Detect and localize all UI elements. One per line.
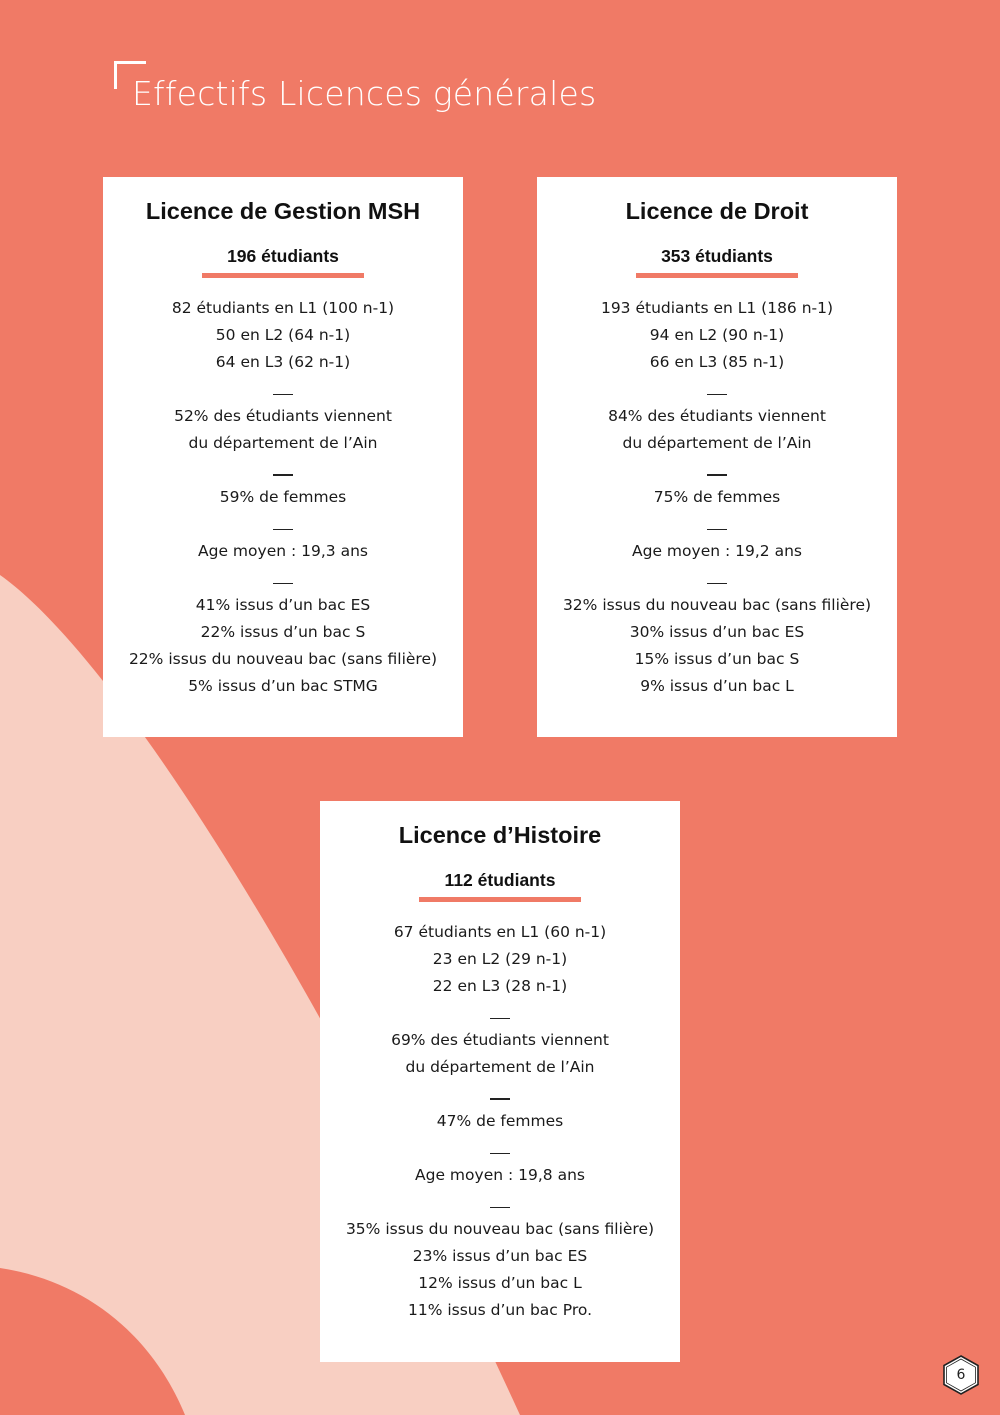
- count-underline: [202, 273, 364, 278]
- card-title: Licence de Gestion MSH: [145, 198, 421, 224]
- student-count: 112 étudiants: [444, 870, 556, 890]
- level-l2: 50 en L2 (64 n-1): [215, 326, 351, 344]
- card-licence-droit: [537, 177, 897, 737]
- count-underline: [419, 897, 581, 902]
- bac-origin-3: 15% issus d’un bac S: [634, 650, 800, 668]
- level-l1: 67 étudiants en L1 (60 n-1): [393, 923, 607, 941]
- bac-origin-2: 22% issus d’un bac S: [200, 623, 366, 641]
- origin-line-2: du département de l’Ain: [622, 434, 812, 452]
- average-age: Age moyen : 19,2 ans: [632, 542, 802, 560]
- page-number: 6: [956, 1367, 966, 1383]
- bac-origin-3: 12% issus d’un bac L: [418, 1274, 582, 1292]
- separator: [320, 1189, 680, 1216]
- separator: [537, 376, 897, 403]
- origin-line-1: 69% des étudiants viennent: [391, 1031, 609, 1049]
- women-share: 47% de femmes: [436, 1112, 564, 1130]
- bac-origin-1: 32% issus du nouveau bac (sans filière): [562, 596, 872, 614]
- count-underline: [636, 273, 798, 278]
- bac-origin-3: 22% issus du nouveau bac (sans filière): [128, 650, 438, 668]
- bac-origin-4: 9% issus d’un bac L: [640, 677, 794, 695]
- level-l3: 22 en L3 (28 n-1): [432, 977, 568, 995]
- card-title: Licence d’Histoire: [398, 822, 602, 848]
- separator: [103, 376, 463, 403]
- separator: [320, 1081, 680, 1108]
- student-count: 196 étudiants: [227, 246, 339, 266]
- separator: [103, 565, 463, 592]
- level-l2: 94 en L2 (90 n-1): [649, 326, 785, 344]
- page-title: Effectifs Licences générales: [132, 74, 597, 113]
- card-stats: [537, 295, 897, 700]
- women-share: 59% de femmes: [219, 488, 347, 506]
- level-l1: 82 étudiants en L1 (100 n-1): [171, 299, 395, 317]
- level-l1: 193 étudiants en L1 (186 n-1): [600, 299, 834, 317]
- separator: [103, 457, 463, 484]
- level-l3: 64 en L3 (62 n-1): [215, 353, 351, 371]
- bac-origin-1: 41% issus d’un bac ES: [195, 596, 371, 614]
- bac-origin-2: 30% issus d’un bac ES: [629, 623, 805, 641]
- separator: [103, 511, 463, 538]
- card-title: Licence de Droit: [625, 198, 809, 224]
- card-licence-histoire: [320, 801, 680, 1362]
- origin-line-1: 52% des étudiants viennent: [174, 407, 392, 425]
- bac-origin-4: 11% issus d’un bac Pro.: [407, 1301, 593, 1319]
- women-share: 75% de femmes: [653, 488, 781, 506]
- student-count: 353 étudiants: [661, 246, 773, 266]
- average-age: Age moyen : 19,3 ans: [198, 542, 368, 560]
- card-stats: [103, 295, 463, 700]
- separator: [537, 511, 897, 538]
- bac-origin-1: 35% issus du nouveau bac (sans filière): [345, 1220, 655, 1238]
- origin-line-2: du département de l’Ain: [405, 1058, 595, 1076]
- origin-line-1: 84% des étudiants viennent: [608, 407, 826, 425]
- level-l2: 23 en L2 (29 n-1): [432, 950, 568, 968]
- origin-line-2: du département de l’Ain: [188, 434, 378, 452]
- card-stats: [320, 919, 680, 1324]
- separator: [537, 565, 897, 592]
- separator: [320, 1135, 680, 1162]
- separator: [537, 457, 897, 484]
- level-l3: 66 en L3 (85 n-1): [649, 353, 785, 371]
- bac-origin-4: 5% issus d’un bac STMG: [188, 677, 378, 695]
- bac-origin-2: 23% issus d’un bac ES: [412, 1247, 588, 1265]
- separator: [320, 1000, 680, 1027]
- card-licence-gestion: [103, 177, 463, 737]
- average-age: Age moyen : 19,8 ans: [415, 1166, 585, 1184]
